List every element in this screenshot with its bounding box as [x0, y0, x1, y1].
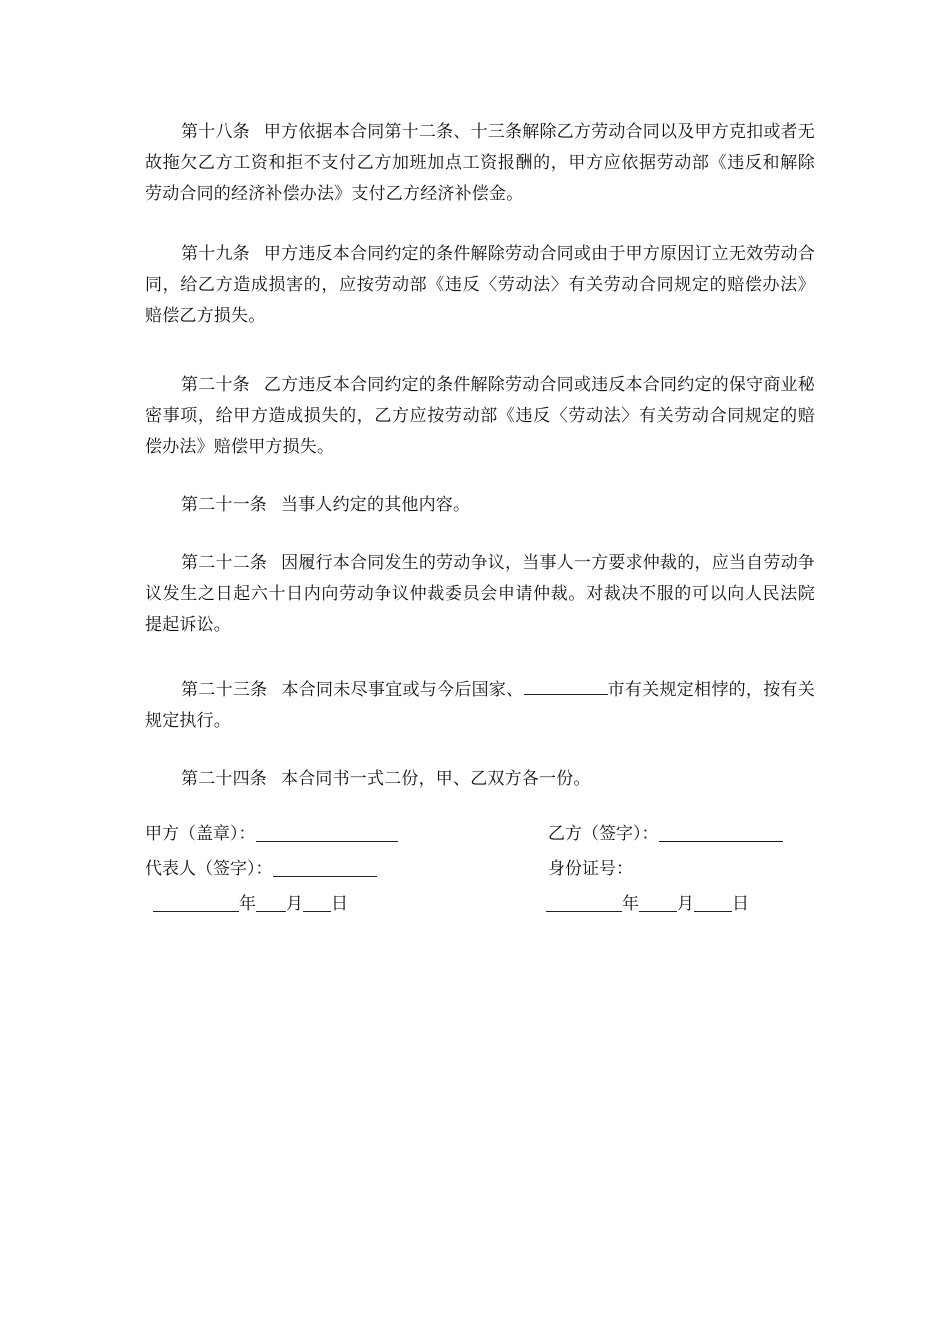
id-number-label: 身份证号： [548, 859, 633, 879]
article-22 [145, 548, 815, 641]
year-label: 年 [239, 894, 256, 914]
article-text: 甲方依据本合同第十二条、十三条解除乙方劳动合同以及甲方克扣或者无故拖欠乙方工资和拒不支付乙方加班加点工资报酬的，甲方应依据劳动部《违反和解除劳动合同的经济补偿办法》支付乙方经济补偿金。 [145, 122, 815, 204]
id-number-line [548, 858, 633, 880]
representative-sign-label: 代表人（签字）： [145, 859, 273, 879]
article-text-before: 本合同未尽事宜或与今后国家、 [281, 680, 524, 700]
party-a-seal-line [145, 823, 398, 845]
article-24 [145, 764, 815, 795]
year-blank [546, 893, 622, 912]
article-18 [145, 117, 815, 210]
party-a-seal-blank [256, 823, 398, 842]
article-text: 本合同书一式二份，甲、乙双方各一份。 [281, 769, 591, 789]
month-label: 月 [677, 894, 694, 914]
party-a-seal-label: 甲方（盖章）： [145, 824, 256, 844]
month-blank [256, 893, 286, 912]
article-text: 甲方违反本合同约定的条件解除劳动合同或由于甲方原因订立无效劳动合同，给乙方造成损害的，应按劳动部《违反〈劳动法〉有关劳动合同规定的赔偿办法》赔偿乙方损失。 [145, 244, 815, 326]
article-label: 第二十条 [181, 375, 250, 395]
month-label: 月 [286, 894, 303, 914]
day-label: 日 [331, 894, 348, 914]
article-19 [145, 239, 815, 332]
day-label: 日 [732, 894, 749, 914]
day-blank [694, 893, 732, 912]
article-text: 因履行本合同发生的劳动争议，当事人一方要求仲裁的，应当自劳动争议发生之日起六十日内向劳动争议仲裁委员会申请仲裁。对裁决不服的可以向人民法院提起诉讼。 [145, 553, 816, 635]
article-label: 第二十一条 [181, 495, 267, 515]
party-b-sign-blank [659, 823, 783, 842]
year-label: 年 [622, 894, 639, 914]
article-label: 第二十二条 [181, 553, 268, 573]
article-23 [145, 675, 815, 737]
year-blank [153, 893, 239, 912]
article-text-after: 市有关规定相悖的，按有关规定执行。 [145, 680, 815, 731]
party-b-sign-line [548, 823, 783, 845]
article-20 [145, 370, 815, 463]
article-label: 第二十四条 [181, 769, 267, 789]
party-a-date-line [153, 893, 348, 915]
month-blank [639, 893, 677, 912]
day-blank [303, 893, 331, 912]
party-b-sign-label: 乙方（签字）： [548, 824, 659, 844]
representative-sign-line [145, 858, 377, 880]
representative-sign-blank [273, 858, 377, 877]
article-label: 第十九条 [181, 244, 250, 264]
article-21 [145, 490, 815, 521]
article-text: 当事人约定的其他内容。 [281, 495, 471, 515]
article-text: 乙方违反本合同约定的条件解除劳动合同或违反本合同约定的保守商业秘密事项，给甲方造成损失的，乙方应按劳动部《违反〈劳动法〉有关劳动合同规定的赔偿办法》赔偿甲方损失。 [145, 375, 815, 457]
city-blank [524, 676, 608, 695]
party-b-date-line [546, 893, 749, 915]
article-label: 第二十三条 [181, 680, 268, 700]
article-label: 第十八条 [181, 122, 250, 142]
